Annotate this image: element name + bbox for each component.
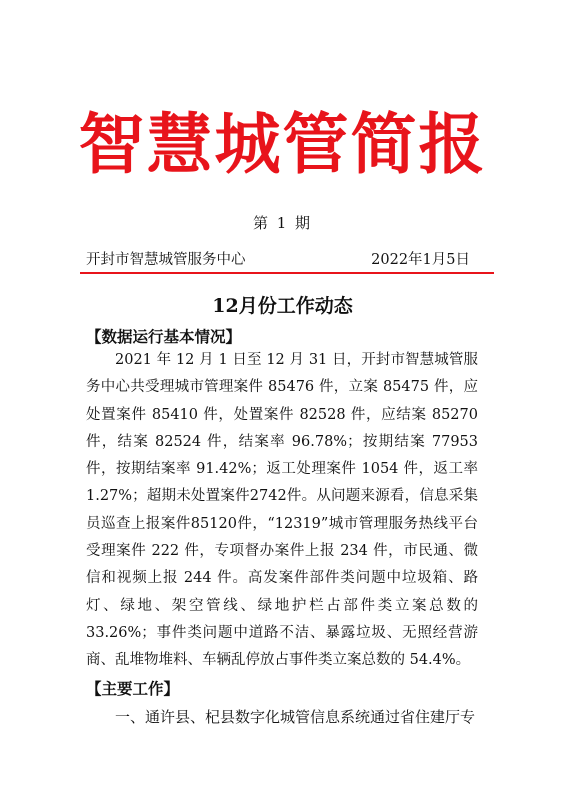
section-heading-work: 【主要工作】 [86, 680, 180, 698]
masthead-title: 智慧城管简报 [78, 106, 487, 183]
issue-date: 2022年1月5日 [371, 252, 470, 268]
section-heading-data: 【数据运行基本情况】 [86, 328, 242, 346]
red-divider [80, 272, 494, 274]
issuer-name: 开封市智慧城管服务中心 [86, 252, 246, 268]
section-body-work: 一、通许县、杞县数字化城管信息系统通过省住建厅专 [115, 708, 476, 726]
issue-number: 第 1 期 [252, 214, 313, 232]
article-title: 12月份工作动态 [212, 295, 353, 317]
section-body-data: 2021 年 12 月 1 日至 12 月 31 日，开封市智慧城管服务中心共受理城市管理案件 85476 件，立案 85475 件，应处置案件 85410 件，处置案件 82528 件，应结案 85270 件，结案 82524 件，结案率 96.78%；按期结案 77953 件，按期结案率 91.42%；返工处理案件 1054 件，返工率 1.27%；超期未处置案件2742件。从问题来源看，信息采集员巡查上报案件85120件，“12319”城市管理服务热线平台受理案件 222 件，专项督办案件上报 234 件，市民通、微信和视频上报 244 件。高发案件部件类问题中垃圾箱、路灯、绿地、架空管线、绿地护栏占部件类立案总数的 33.26%；事件类问题中道路不洁、暴露垃圾、无照经营游商、乱堆物堆料、车辆乱停放占事件类立案总数的 54.4%。 [86, 352, 478, 669]
